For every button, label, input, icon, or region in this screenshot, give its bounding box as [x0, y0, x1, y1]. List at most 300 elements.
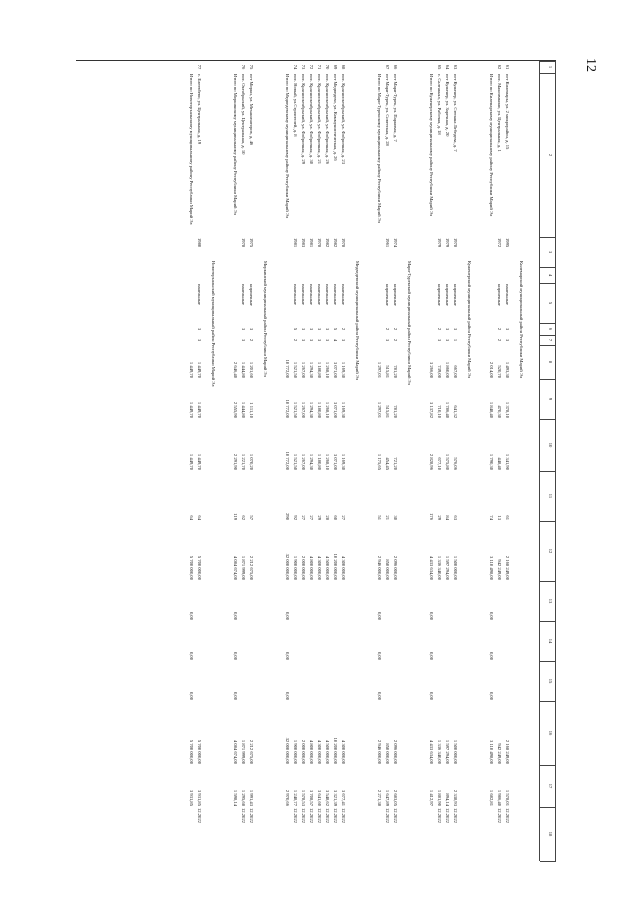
cell-col-15: 0,00: [285, 691, 290, 700]
cell-col-1: 74: [293, 64, 298, 70]
cell-col-18: 12.2022: [293, 808, 298, 823]
cell-col-10: 677,10: [437, 457, 442, 470]
cell-col-17: 3 708,57: [309, 789, 314, 806]
cell-col-17: 3 931,85: [197, 789, 202, 806]
cell-col-17: 1 881,90: [437, 789, 442, 806]
cell-col-11: 64: [189, 515, 194, 520]
cell-col-12: 2 000 000,00: [301, 555, 306, 580]
cell-col-1: 76: [241, 64, 246, 70]
cell-col-2: пгт Куженер, ул. Степана Лебедева, д. 7: [453, 74, 458, 152]
column-number: 12: [548, 548, 553, 554]
cell-col-1: 67: [385, 64, 390, 70]
cell-col-8: 1 268,10: [325, 361, 330, 378]
cell-col-13: 0,00: [285, 611, 290, 620]
cell-col-9: 1 449,70: [197, 401, 202, 418]
cell-col-2: пос. Краснооктябрьский, ул. Фабричная, д. 21: [317, 74, 322, 165]
cell-col-11: 61: [505, 515, 510, 520]
cell-col-17: 3 641,60: [317, 789, 322, 806]
cell-col-5: кирпичные: [393, 284, 398, 306]
cell-col-18: 12.2022: [505, 808, 510, 823]
cell-col-18: 12.2022: [309, 808, 314, 823]
cell-col-10: 1 449,70: [197, 453, 202, 470]
cell-col-16: 4 500 000,00: [325, 739, 330, 764]
cell-col-12: 4 433 634,00: [429, 555, 434, 580]
cell-col-9: 1 449,70: [189, 401, 194, 418]
cell-col-11: 13: [497, 515, 502, 520]
cell-col-11: 51: [377, 515, 382, 520]
cell-col-9: 1 848,40: [489, 401, 494, 418]
cell-col-9: 1 294,30: [309, 401, 314, 418]
cell-col-8: 2 014,00: [489, 361, 494, 378]
cell-col-6: 3: [505, 327, 510, 331]
cell-col-17: 3 931,85: [189, 789, 194, 806]
cell-col-8: 1 449,70: [197, 361, 202, 378]
cell-col-8: 3 266,00: [429, 361, 434, 378]
cell-col-16: 4 433 634,00: [429, 739, 434, 764]
cell-col-7: 3: [309, 338, 314, 342]
cell-col-9: 470,30: [497, 405, 502, 418]
cell-col-3: 1995: [505, 238, 510, 248]
cell-col-5: кирпичные: [249, 284, 254, 306]
cell-col-10: 2 828,96: [429, 453, 434, 470]
total-row: [188, 61, 194, 861]
cell-col-5: кирпичные: [453, 284, 458, 306]
cell-col-2: с. Салтакьял, ул. Рабочая, д. 18: [437, 74, 442, 135]
cell-col-2: пос. Октябрьский, ул. Центральная, д. 10: [241, 74, 246, 155]
cell-col-16: 2 000 000,00: [301, 739, 306, 764]
cell-col-10: 2 291,90: [233, 453, 238, 470]
cell-col-9: 1 521,50: [293, 401, 298, 418]
cell-col-10: 1 341,90: [505, 453, 510, 470]
column-number: 16: [548, 730, 553, 736]
cell-col-9: 10 772,00: [285, 399, 290, 418]
cell-col-12: 4 300 000,00: [341, 555, 346, 580]
cell-col-16: 1 500 000,00: [453, 739, 458, 764]
cell-col-18: 12.2022: [385, 808, 390, 823]
cell-col-8: 1 297,01: [377, 361, 382, 378]
cell-col-2: пгт Килемары, ул. 2 микрорайон, д. 15: [505, 74, 510, 150]
cell-col-3: 1961: [385, 238, 390, 248]
cell-col-10: 1 180,80: [317, 453, 322, 470]
cell-col-12: 1 500 000,00: [453, 555, 458, 580]
cell-col-1: 66: [393, 64, 398, 70]
cell-col-13: 0,00: [189, 611, 194, 620]
cell-col-17: 1 578,01: [505, 789, 510, 806]
cell-col-5: панельные: [241, 284, 246, 305]
cell-col-1: 77: [197, 64, 202, 70]
total-row: [488, 61, 494, 861]
cell-col-2: пгт Мари-Турек, ул. Советская, д. 28: [385, 74, 390, 146]
cell-col-11: 62: [241, 515, 246, 520]
cell-col-2: пгт Мари-Турек, ул. Парковая, д. 7: [393, 74, 398, 142]
cell-col-6: 3: [325, 327, 330, 331]
cell-col-16: 2 168 249,00: [505, 739, 510, 764]
cell-col-10: 1 521,50: [293, 453, 298, 470]
header-rule: [555, 61, 556, 861]
cell-col-2: пос. Краснооктябрьский, ул. Фабричная, д. 23: [341, 74, 346, 165]
cell-col-17: 2 970,66: [285, 789, 290, 806]
cell-col-16: 5 700 000,00: [189, 739, 194, 764]
cell-col-7: 2: [393, 338, 398, 342]
cell-col-12: 4 500 000,00: [325, 555, 330, 580]
column-number: 1: [548, 65, 553, 69]
cell-col-3: 1982: [325, 238, 330, 248]
cell-col-12: 1 900 000,00: [293, 555, 298, 580]
cell-col-12: 5 700 000,00: [197, 555, 202, 580]
cell-col-16: 5 700 000,00: [197, 739, 202, 764]
cell-col-7: 3: [341, 338, 346, 342]
cell-col-2: пгт Морки, ул. Механизаторов, д. 46: [249, 74, 254, 146]
cell-col-14: 0,00: [285, 651, 290, 660]
cell-col-16: 2 212 675,00: [249, 739, 254, 764]
section-title: Новоторъяльский муниципальный район Республики Марий Эл: [211, 261, 216, 387]
cell-col-11: 27: [309, 515, 314, 520]
cell-col-8: 1 294,30: [309, 361, 314, 378]
cell-col-2: пос. Краснооктябрьский, ул. Фабричная, д. 30: [309, 74, 314, 165]
cell-col-18: 12.2022: [393, 808, 398, 823]
cell-col-6: 2: [385, 327, 390, 331]
cell-col-12: 4 300 000,00: [317, 555, 322, 580]
cell-col-8: 1 521,50: [293, 361, 298, 378]
cell-col-6: 2: [341, 327, 346, 331]
column-number: 8: [548, 360, 553, 364]
cell-col-17: 2 338,93: [453, 789, 458, 806]
cell-col-6: 3: [445, 327, 450, 331]
cell-col-10: 454,45: [385, 457, 390, 470]
cell-col-6: 2: [437, 327, 442, 331]
cell-col-12: 2 946 000,00: [377, 555, 382, 580]
cell-col-16: 1 336 340,00: [437, 739, 442, 764]
cell-col-11: 290: [285, 513, 290, 520]
column-number: 9: [548, 397, 553, 401]
cell-col-12: 1 871 999,00: [241, 555, 246, 580]
cell-col-13: 0,00: [489, 611, 494, 620]
cell-col-18: 12.2022: [301, 808, 306, 823]
cell-col-11: 27: [341, 515, 346, 520]
cell-col-7: 3: [301, 338, 306, 342]
cell-col-5: панельные: [325, 284, 330, 305]
header-rule: [539, 61, 540, 861]
cell-col-9: 3 137,82: [429, 401, 434, 418]
cell-col-5: кирпичные: [437, 284, 442, 306]
cell-col-16: 10 200 000,00: [333, 737, 338, 764]
cell-col-11: 84: [445, 515, 450, 520]
cell-col-9: 1 378,10: [505, 401, 510, 418]
cell-col-8: 1 267,00: [301, 361, 306, 378]
cell-col-7: 3: [437, 338, 442, 342]
cell-col-5: панельные: [301, 284, 306, 305]
cell-col-5: панельные: [309, 284, 314, 305]
total-row: [428, 61, 434, 861]
cell-col-2: Итого по Мари-Турекскому муниципальному району Республики Марий Эл: [377, 74, 382, 223]
cell-col-18: 12.2022: [317, 808, 322, 823]
cell-col-10: 448,40: [497, 457, 502, 470]
cell-col-8: 1 180,80: [317, 361, 322, 378]
cell-col-12: 2 212 675,00: [249, 555, 254, 580]
cell-col-1: 73: [301, 64, 306, 70]
cell-col-9: 1 786,40: [445, 401, 450, 418]
cell-col-3: 1978: [241, 238, 246, 248]
cell-col-9: 781,20: [393, 405, 398, 418]
cell-col-10: 576,06: [453, 457, 458, 470]
cell-col-2: пгт Медведево, ул. Коммунистическая, д. 26: [333, 74, 338, 161]
cell-col-12: 1 336 340,00: [437, 555, 442, 580]
cell-col-2: Итого по Новоторъяльскому муниципальному району Республики Марий Эл: [189, 74, 194, 225]
cell-col-7: 3: [241, 338, 246, 342]
cell-col-1: 75: [249, 64, 254, 70]
table-row: [384, 61, 390, 861]
cell-col-14: 0,00: [377, 651, 382, 660]
cell-col-16: 4 084 674,00: [233, 739, 238, 764]
cell-col-7: 3: [385, 338, 390, 342]
cell-col-6: 2: [393, 327, 398, 331]
cell-col-11: 119: [233, 513, 238, 520]
cell-col-16: 32 000 000,00: [285, 737, 290, 764]
cell-col-16: 4 300 000,00: [341, 739, 346, 764]
column-number: 11: [548, 493, 553, 499]
cell-col-16: 4 800 000,00: [309, 739, 314, 764]
cell-col-2: Итого по Медведевскому муниципальному району Республики Марий Эл: [285, 74, 290, 219]
cell-col-11: 60: [333, 515, 338, 520]
column-number: 5: [548, 301, 553, 305]
table-row: [240, 61, 246, 861]
cell-col-8: 1 493,30: [505, 361, 510, 378]
cell-col-17: 1 598,14: [233, 789, 238, 806]
cell-col-10: 1 175,65: [377, 453, 382, 470]
cell-col-10: 10 772,00: [285, 451, 290, 470]
cell-col-7: 3: [317, 338, 322, 342]
cell-col-17: 1 682,81: [489, 789, 494, 806]
cell-col-8: 1 449,70: [189, 361, 194, 378]
cell-col-9: 1 169,30: [341, 401, 346, 418]
cell-col-14: 0,00: [189, 651, 194, 660]
cell-col-3: 1982: [333, 238, 338, 248]
cell-col-11: 57: [249, 515, 254, 520]
cell-col-3: 1979: [437, 238, 442, 248]
cell-col-9: 1 297,01: [377, 401, 382, 418]
table-row: [444, 61, 450, 861]
cell-col-14: 0,00: [429, 651, 434, 660]
cell-col-6: 3: [309, 327, 314, 331]
cell-col-10: 1 294,30: [309, 453, 314, 470]
cell-col-2: Итого по Куженерскому муниципальному району Республики Марий Эл: [429, 74, 434, 217]
cell-col-1: 64: [445, 64, 450, 70]
cell-col-3: 1972: [497, 238, 502, 248]
cell-col-3: 1981: [309, 238, 314, 248]
total-row: [376, 61, 382, 861]
cell-col-18: 12.2022: [445, 808, 450, 823]
column-number: 4: [548, 273, 553, 277]
cell-col-7: 3: [505, 338, 510, 342]
cell-col-10: 3 071,00: [333, 453, 338, 470]
cell-col-10: 1 790,30: [489, 453, 494, 470]
cell-col-5: панельные: [333, 284, 338, 305]
cell-col-9: 1 268,10: [325, 401, 330, 418]
cell-col-17: 3 321,39: [333, 789, 338, 806]
cell-col-5: кирпичные: [497, 284, 502, 306]
cell-col-5: кирпичные: [445, 284, 450, 306]
cell-col-9: 710,10: [437, 405, 442, 418]
cell-col-12: 4 800 000,00: [309, 555, 314, 580]
table-row: [504, 61, 510, 861]
cell-col-17: 1 578,53: [301, 789, 306, 806]
cell-col-5: панельные: [505, 284, 510, 305]
cell-col-5: панельные: [317, 284, 322, 305]
cell-col-2: пос. Новый, ул.Строителей, д. 8: [293, 74, 298, 137]
table-row: [300, 61, 306, 861]
cell-col-15: 0,00: [429, 691, 434, 700]
cell-col-17: 1 647,89: [385, 789, 390, 806]
total-row: [232, 61, 238, 861]
cell-col-18: 12.2022: [437, 808, 442, 823]
column-number: 17: [548, 783, 553, 789]
cell-col-11: 28: [325, 515, 330, 520]
cell-col-11: 63: [453, 515, 458, 520]
header-divider: [540, 861, 556, 862]
cell-col-14: 0,00: [233, 651, 238, 660]
cell-col-8: 667,00: [453, 365, 458, 378]
cell-col-15: 0,00: [233, 691, 238, 700]
cell-col-9: 641,32: [453, 405, 458, 418]
page-number: 12: [583, 58, 598, 72]
cell-col-1: 72: [309, 64, 314, 70]
cell-col-11: 176: [429, 513, 434, 520]
cell-col-6: 5: [293, 327, 298, 331]
cell-col-7: 2: [293, 338, 298, 342]
cell-col-1: 62: [497, 64, 502, 70]
cell-col-17: 2 683,05: [393, 789, 398, 806]
section-title: Мари-Турекский муниципальный район Республики Марий Эл: [407, 261, 412, 385]
cell-col-6: 3: [241, 327, 246, 331]
cell-col-8: 1 201,60: [249, 361, 254, 378]
cell-col-1: 65: [437, 64, 442, 70]
cell-col-18: 12.2022: [241, 808, 246, 823]
cell-col-9: 1 267,00: [301, 401, 306, 418]
cell-col-10: 1 449,70: [189, 453, 194, 470]
cell-col-17: 2 271,38: [377, 789, 382, 806]
cell-col-7: 3: [325, 338, 330, 342]
cell-col-11: 30: [393, 515, 398, 520]
cell-col-7: 1: [453, 338, 458, 342]
cell-col-17: 1 248,77: [293, 789, 298, 806]
cell-col-10: 1 070,20: [249, 453, 254, 470]
cell-col-2: Итого по Моркинскому муниципальному району Республики Марий Эл: [233, 74, 238, 215]
cell-col-3: 1978: [341, 238, 346, 248]
cell-col-2: пос. Краснооктябрьский, ул. Фабричная, д. 26: [325, 74, 330, 165]
cell-col-16: 850 000,00: [385, 743, 390, 764]
registry-table: [76, 60, 556, 861]
cell-col-8: 2 646,40: [233, 361, 238, 378]
cell-col-12: 942 249,00: [497, 559, 502, 580]
cell-col-7: 4: [333, 338, 338, 342]
cell-col-8: 520,70: [497, 365, 502, 378]
cell-col-17: 1 295,68: [241, 789, 246, 806]
column-number: 13: [548, 598, 553, 604]
cell-col-17: 894,14: [445, 793, 450, 806]
cell-col-6: 3: [317, 327, 322, 331]
total-row: [284, 61, 290, 861]
cell-col-5: панельные: [293, 284, 298, 305]
cell-col-15: 0,00: [377, 691, 382, 700]
cell-col-3: 1978: [453, 238, 458, 248]
cell-col-3: 1974: [393, 238, 398, 248]
cell-col-10: 1 268,10: [325, 453, 330, 470]
table-row: [452, 61, 458, 861]
cell-col-11: 74: [489, 515, 494, 520]
cell-col-6: 3: [249, 327, 254, 331]
cell-col-16: 942 249,00: [497, 743, 502, 764]
cell-col-2: с. Елеевбево, ул. Центральная, д. 19: [197, 74, 202, 145]
cell-col-2: пос. Краснооктябрьский, ул. Фабричная, д. 29: [301, 74, 306, 165]
cell-col-8: 1 444,80: [241, 361, 246, 378]
cell-col-16: 1 871 999,00: [241, 739, 246, 764]
cell-col-2: пос. Максимкино, ул. Центральная, д. 1: [497, 74, 502, 152]
table-row: [392, 61, 398, 861]
cell-col-18: 12.2022: [453, 808, 458, 823]
cell-col-11: 21: [385, 515, 390, 520]
cell-col-6: 5: [333, 327, 338, 331]
cell-col-16: 1 597 294,00: [445, 739, 450, 764]
cell-col-6: 2: [497, 327, 502, 331]
cell-col-18: 12.2022: [333, 808, 338, 823]
cell-col-12: 32 000 000,00: [285, 553, 290, 580]
cell-col-8: 10 772,00: [285, 359, 290, 378]
cell-col-10: 1 575,80: [445, 453, 450, 470]
cell-col-3: 1980: [197, 238, 202, 248]
cell-col-2: пгт Куженер, ул. Заречная, д. 20: [445, 74, 450, 137]
cell-col-15: 0,00: [489, 691, 494, 700]
cell-col-17: 3 677,41: [341, 789, 346, 806]
cell-col-12: 5 700 000,00: [189, 555, 194, 580]
table-row: [436, 61, 442, 861]
cell-col-7: 3: [197, 338, 202, 342]
cell-col-17: 1 986,40: [497, 789, 502, 806]
cell-col-3: 1981: [293, 238, 298, 248]
cell-col-17: 3 548,62: [325, 789, 330, 806]
cell-col-8: 1 169,30: [341, 361, 346, 378]
cell-col-3: 1983: [301, 238, 306, 248]
cell-col-14: 0,00: [489, 651, 494, 660]
cell-col-16: 1 900 000,00: [293, 739, 298, 764]
cell-col-11: 92: [293, 515, 298, 520]
cell-col-16: 2 096 000,00: [393, 739, 398, 764]
cell-col-9: 3 071,00: [333, 401, 338, 418]
cell-col-12: 850 000,00: [385, 559, 390, 580]
cell-col-16: 4 300 000,00: [317, 739, 322, 764]
cell-col-13: 0,00: [429, 611, 434, 620]
cell-col-18: 12.2022: [497, 808, 502, 823]
cell-col-7: 2: [249, 338, 254, 342]
cell-col-9: 1 180,80: [317, 401, 322, 418]
cell-col-2: Итого по Килемарскому муниципальному району Республики Марий Эл: [489, 74, 494, 217]
cell-col-12: 1 597 294,00: [445, 555, 450, 580]
cell-col-3: 1979: [445, 238, 450, 248]
table-row: [248, 61, 254, 861]
cell-col-1: 69: [333, 64, 338, 70]
rotated-page: [76, 60, 556, 860]
column-number: 10: [548, 442, 553, 448]
cell-col-1: 63: [453, 64, 458, 70]
cell-col-1: 70: [325, 64, 330, 70]
section-title: Килемарский муниципальный район Республики Марий Эл: [519, 261, 524, 379]
cell-col-5: панельные: [197, 284, 202, 305]
cell-col-6: 3: [197, 327, 202, 331]
cell-col-7: 3: [445, 338, 450, 342]
cell-col-8: 1 860,00: [445, 361, 450, 378]
cell-col-1: 68: [341, 64, 346, 70]
section-title: Моркинский муниципальный район Республики Марий Эл: [263, 261, 268, 377]
cell-col-11: 29: [437, 515, 442, 520]
